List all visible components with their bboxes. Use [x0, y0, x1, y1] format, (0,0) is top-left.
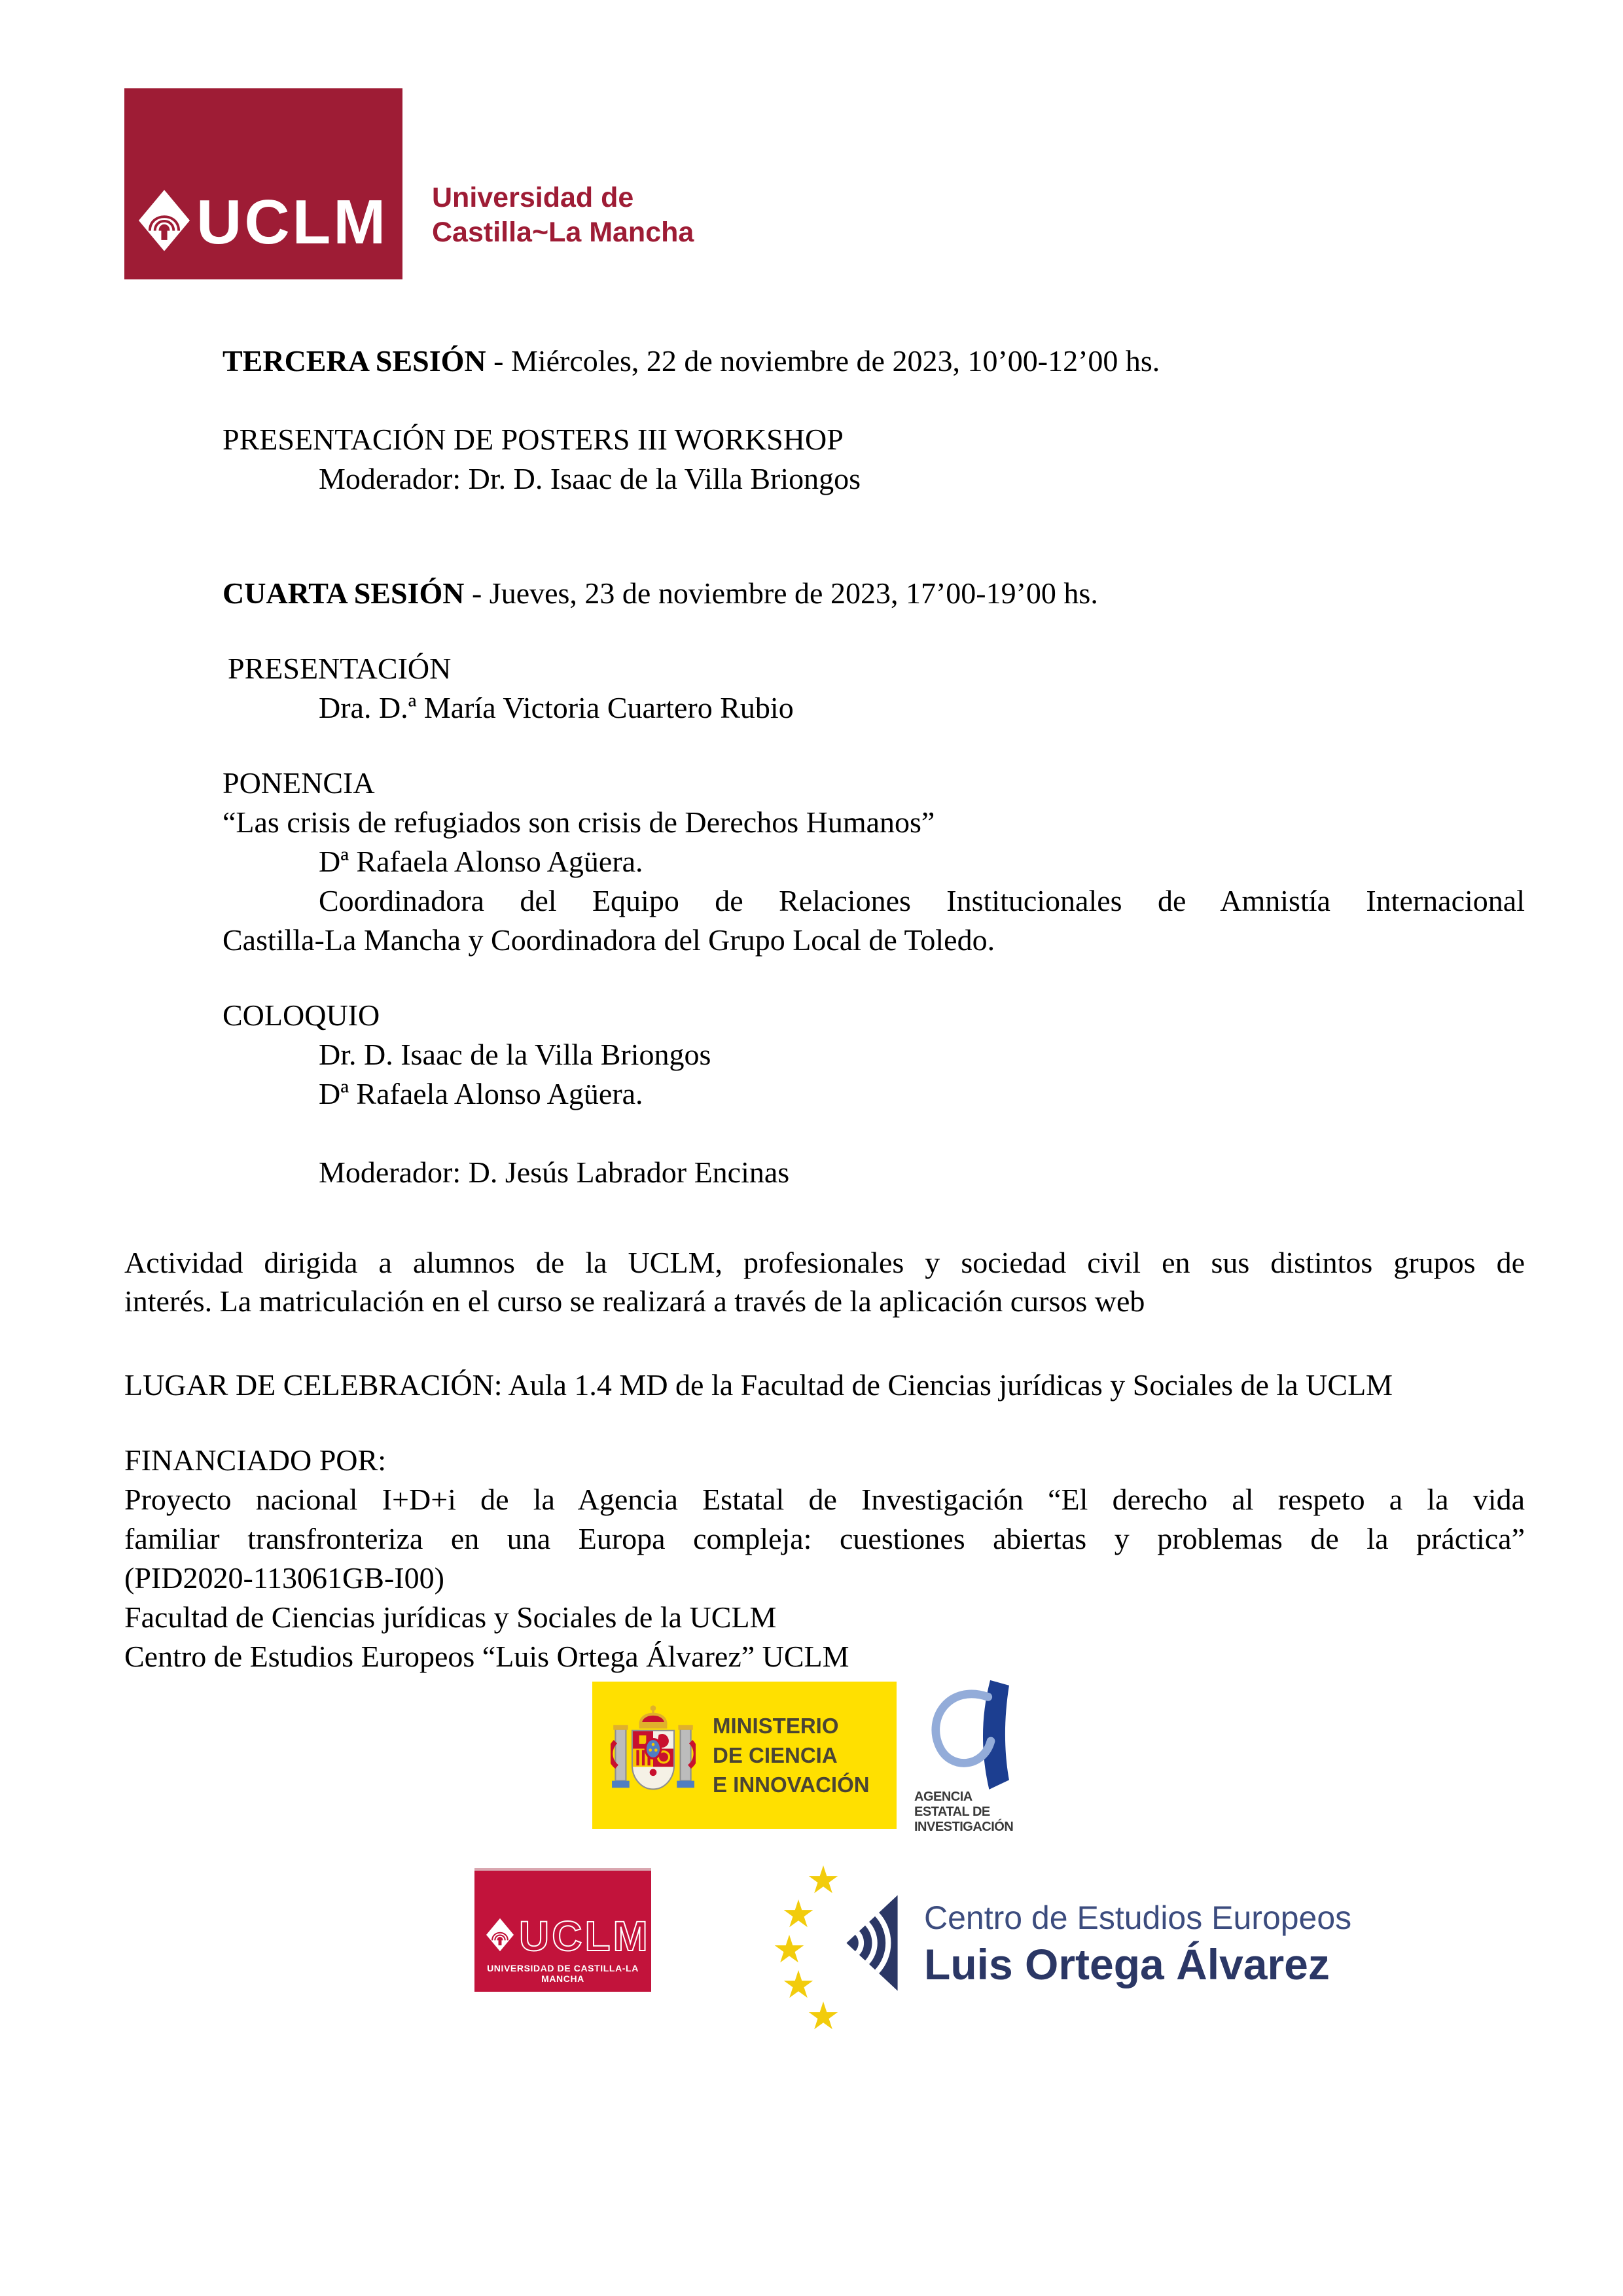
university-name-line2: Castilla~La Mancha [432, 217, 694, 248]
uclm-small-caption: UNIVERSIDAD DE CASTILLA-LA MANCHA [487, 1963, 639, 1984]
funded-by-label: FINANCIADO POR: [124, 1443, 386, 1477]
cee-logo [772, 1858, 1352, 2038]
star-icon: ★ [806, 1994, 840, 2038]
coloquio-participant1: Dr. D. Isaac de la Villa Briongos [319, 1038, 711, 1071]
funding-line1: Proyecto nacional I+D+i de la Agencia Estatal de Investigación “El derecho al respeto a la vida [124, 1483, 1525, 1516]
coloquio-participant2: Dª Rafaela Alonso Agüera. [319, 1077, 643, 1110]
spain-coat-of-arms-icon [611, 1701, 696, 1809]
star-icon: ★ [772, 1927, 806, 1971]
session4-presenter: Dra. D.ª María Victoria Cuartero Rubio [319, 691, 794, 724]
ministerio-line2: DE CIENCIA [713, 1743, 838, 1767]
funding-line3: (PID2020-113061GB-I00) [124, 1561, 444, 1595]
session3-heading [223, 342, 1160, 380]
aei-logo [913, 1677, 1027, 1839]
cee-name-line2: Luis Ortega Álvarez [924, 1940, 1330, 1988]
session4-title: CUARTA SESIÓN [223, 576, 465, 610]
uclm-logo-mark [139, 186, 389, 257]
presentacion-label: PRESENTACIÓN [228, 652, 452, 685]
uclm-logo [124, 88, 402, 279]
cee-arch-icon [838, 1892, 906, 1997]
session3-info: - Miércoles, 22 de noviembre de 2023, 10’00-12’00 hs. [493, 344, 1160, 378]
ponencia-title: “Las crisis de refugiados son crisis de Derechos Humanos” [223, 805, 935, 839]
ponencia-label: PONENCIA [223, 766, 375, 800]
cee-name-line1: Centro de Estudios Europeos [924, 1899, 1352, 1936]
university-name [432, 181, 694, 250]
ponencia-speaker: Dª Rafaela Alonso Agüera. [319, 845, 643, 878]
star-icon: ★ [781, 1962, 815, 2007]
aei-line2: ESTATAL DE [914, 1805, 990, 1819]
session4-heading [223, 574, 1098, 612]
uclm-diamond-icon [486, 1918, 514, 1955]
ministerio-ciencia-logo [592, 1682, 897, 1829]
star-icon: ★ [806, 1858, 840, 1902]
ministerio-line3: E INNOVACIÓN [713, 1773, 870, 1797]
session3-block-title: PRESENTACIÓN DE POSTERS III WORKSHOP [223, 423, 844, 456]
session3-moderator: Moderador: Dr. D. Isaac de la Villa Briongos [319, 462, 861, 495]
funding-org1: Facultad de Ciencias jurídicas y Sociales de la UCLM [124, 1600, 777, 1634]
coloquio-label: COLOQUIO [223, 998, 380, 1032]
funding-line2: familiar transfronteriza en una Europa compleja: cuestiones abiertas y problemas de la práctica” [124, 1522, 1525, 1555]
uclm-small-logo [474, 1868, 651, 1992]
aei-line3: INVESTIGACIÓN [914, 1820, 1014, 1834]
ministerio-line1: MINISTERIO [713, 1714, 839, 1738]
uclm-logo-text: UCLM [196, 186, 389, 257]
audience-line1: Actividad dirigida a alumnos de la UCLM, profesionales y sociedad civil en sus distintos grupos de [124, 1246, 1525, 1279]
ponencia-speaker-role-line1: Coordinadora del Equipo de Relaciones Institucionales de Amnistía Internacional [319, 884, 1525, 917]
star-icon: ★ [781, 1892, 815, 1936]
uclm-small-mark [486, 1913, 651, 1960]
aei-line1: AGENCIA [914, 1790, 972, 1804]
coloquio-moderator: Moderador: D. Jesús Labrador Encinas [319, 1156, 790, 1189]
venue-line: LUGAR DE CELEBRACIÓN: Aula 1.4 MD de la Facultad de Ciencias jurídicas y Sociales de la UCLM [124, 1368, 1393, 1402]
session4-info: - Jueves, 23 de noviembre de 2023, 17’00-19’00 hs. [471, 576, 1098, 610]
university-name-line1: Universidad de [432, 182, 634, 213]
session3-title: TERCERA SESIÓN [223, 344, 486, 378]
uclm-small-text: UCLM [519, 1913, 651, 1960]
uclm-diamond-icon [139, 190, 190, 255]
ministerio-text [713, 1711, 870, 1799]
funding-org2: Centro de Estudios Europeos “Luis Ortega Álvarez” UCLM [124, 1640, 849, 1673]
aei-text [914, 1790, 1013, 1835]
ponencia-speaker-role-line2: Castilla-La Mancha y Coordinadora del Grupo Local de Toledo. [223, 923, 995, 957]
audience-line2: interés. La matriculación en el curso se realizará a través de la aplicación cursos web [124, 1284, 1145, 1318]
